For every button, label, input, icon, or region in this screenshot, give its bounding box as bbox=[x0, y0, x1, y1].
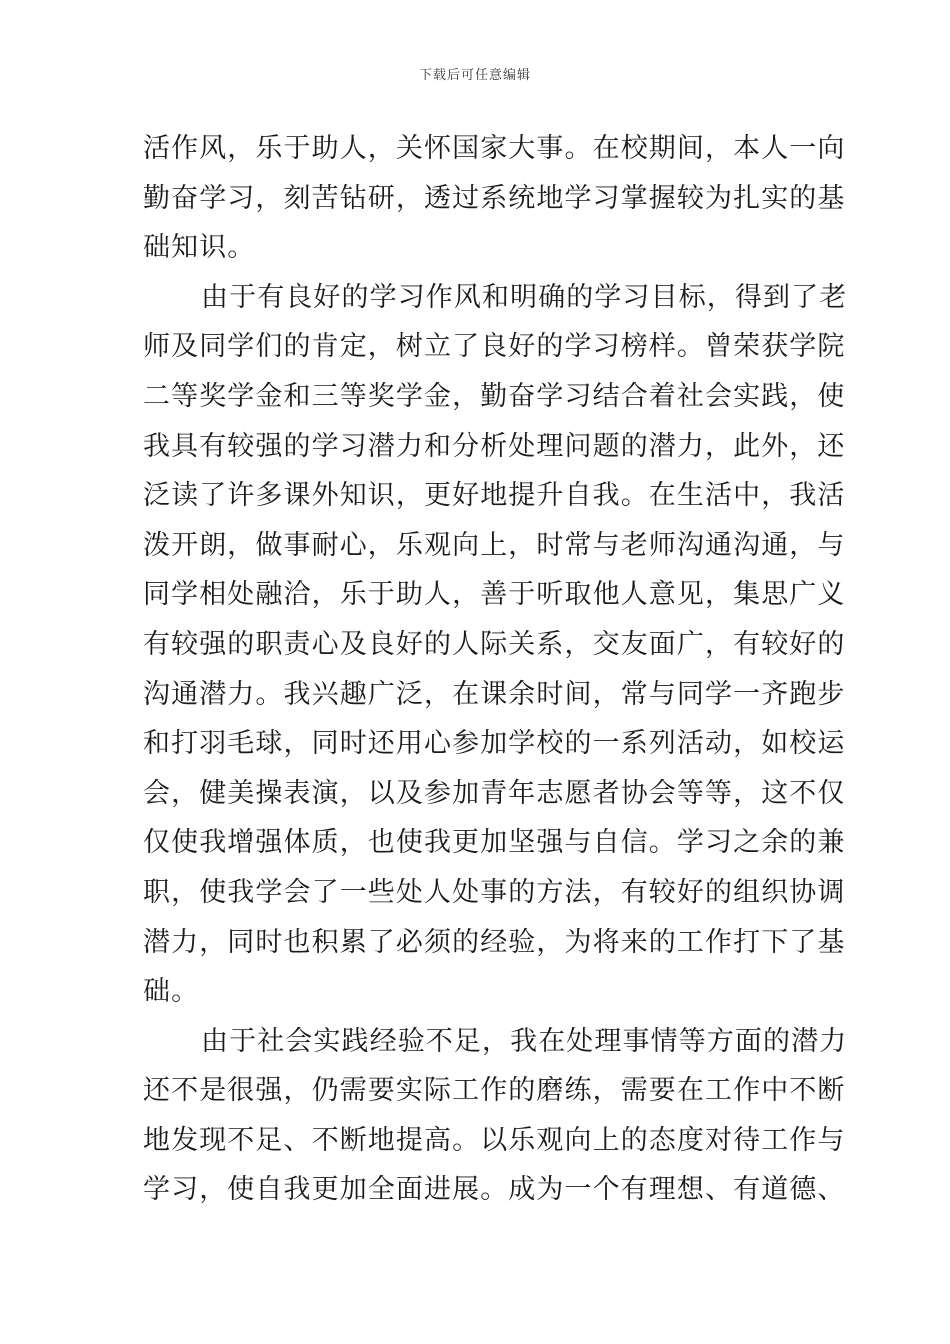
paragraph-1 bbox=[143, 124, 846, 273]
text-line: 地发现不足、不断地提高。以乐观向上的态度对待工作与 bbox=[143, 1124, 846, 1156]
document-body bbox=[143, 124, 848, 1215]
text-line: 由于有良好的学习作风和明确的学习目标，得到了老 bbox=[201, 281, 848, 313]
page-header: 下载后可任意编辑 bbox=[418, 68, 531, 83]
text-line: 仅使我增强体质，也使我更加坚强与自信。学习之余的兼 bbox=[143, 827, 846, 859]
text-line: 同学相处融洽，乐于助人，善于听取他人意见，集思广义 bbox=[143, 579, 846, 611]
text-line: 沟通潜力。我兴趣广泛，在课余时间，常与同学一齐跑步 bbox=[143, 678, 846, 710]
text-line: 会，健美操表演，以及参加青年志愿者协会等等，这不仅 bbox=[143, 777, 846, 809]
text-line: 础知识。 bbox=[143, 232, 256, 264]
text-line: 还不是很强，仍需要实际工作的磨练，需要在工作中不断 bbox=[143, 1075, 846, 1107]
text-line: 潜力，同时也积累了必须的经验，为将来的工作打下了基 bbox=[143, 926, 846, 958]
text-line: 我具有较强的学习潜力和分析处理问题的潜力，此外，还 bbox=[143, 430, 846, 462]
text-line: 泼开朗，做事耐心，乐观向上，时常与老师沟通沟通，与 bbox=[143, 529, 846, 561]
paragraph-3 bbox=[143, 1017, 848, 1215]
text-line: 学习，使自我更加全面进展。成为一个有理想、有道德、 bbox=[143, 1174, 846, 1206]
text-line: 由于社会实践经验不足，我在处理事情等方面的潜力 bbox=[201, 1025, 848, 1057]
text-line: 有较强的职责心及良好的人际关系，交友面广，有较好的 bbox=[143, 628, 846, 660]
text-line: 础。 bbox=[143, 976, 200, 1008]
paragraph-2 bbox=[143, 273, 848, 1017]
text-line: 勤奋学习，刻苦钻研，透过系统地学习掌握较为扎实的基 bbox=[143, 182, 846, 214]
text-line: 职，使我学会了一些处人处事的方法，有较好的组织协调 bbox=[143, 876, 846, 908]
text-line: 和打羽毛球，同时还用心参加学校的一系列活动，如校运 bbox=[143, 728, 846, 760]
text-line: 活作风，乐于助人，关怀国家大事。在校期间，本人一向 bbox=[143, 133, 846, 164]
text-line: 二等奖学金和三等奖学金，勤奋学习结合着社会实践，使 bbox=[143, 380, 846, 412]
text-line: 师及同学们的肯定，树立了良好的学习榜样。曾荣获学院 bbox=[143, 331, 846, 363]
text-line: 泛读了许多课外知识，更好地提升自我。在生活中，我活 bbox=[143, 480, 846, 512]
